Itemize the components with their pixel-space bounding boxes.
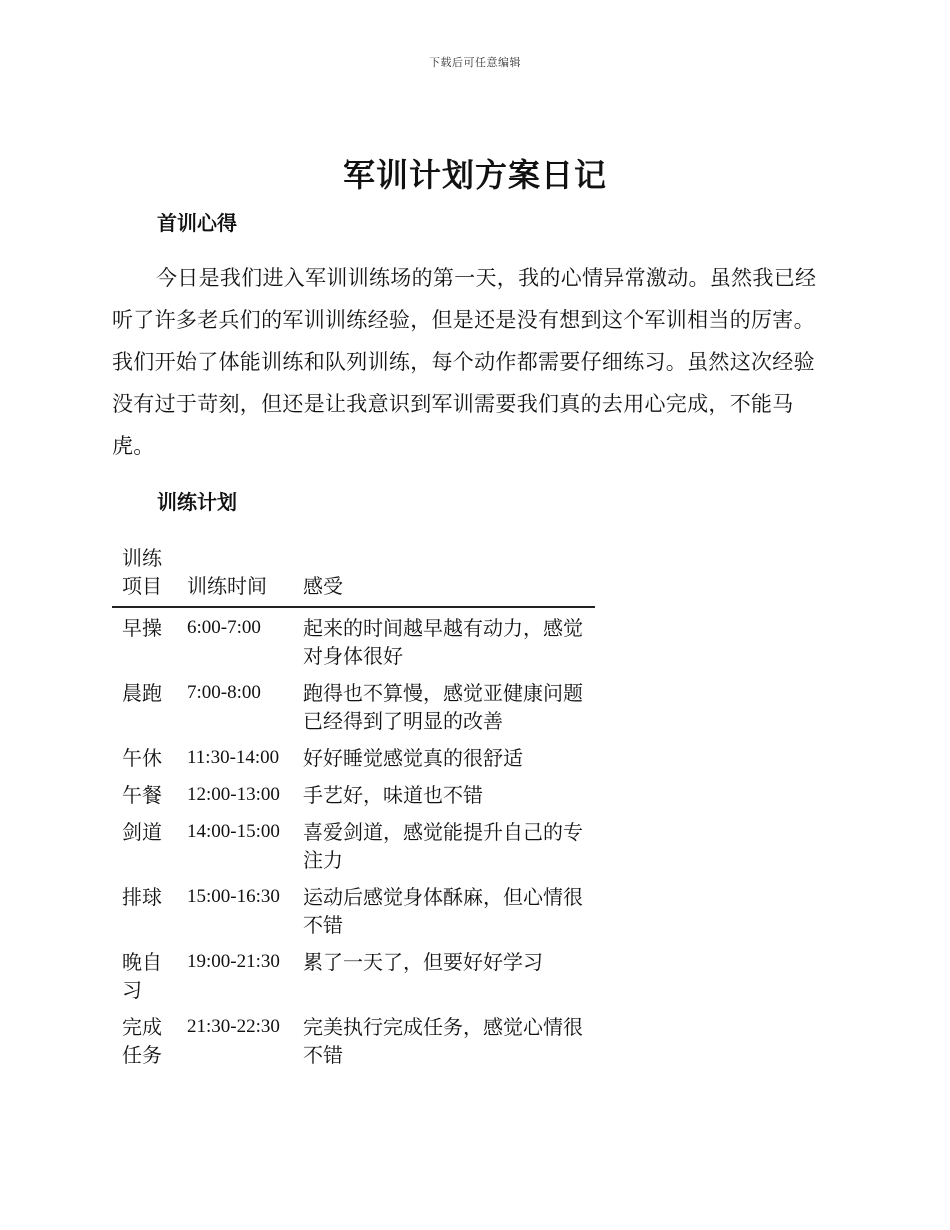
cell-item: 剑道 bbox=[122, 820, 162, 844]
section-heading-training-plan: 训练计划 bbox=[157, 490, 237, 514]
table-row bbox=[112, 607, 595, 673]
table-row bbox=[112, 812, 595, 877]
cell-item: 午休 bbox=[122, 746, 162, 770]
cell-time: 14:00-15:00 bbox=[187, 821, 280, 842]
column-header-feeling: 感受 bbox=[293, 540, 595, 607]
cell-time: 6:00-7:00 bbox=[187, 617, 261, 638]
cell-feeling: 好好睡觉感觉真的很舒适 bbox=[303, 746, 523, 770]
cell-time: 15:00-16:30 bbox=[187, 886, 280, 907]
document-title: 军训计划方案日记 bbox=[342, 156, 607, 194]
table-row bbox=[112, 1007, 595, 1072]
cell-item: 晚自习 bbox=[122, 950, 162, 1002]
cell-item: 排球 bbox=[122, 885, 162, 909]
cell-item: 完成任务 bbox=[122, 1015, 162, 1067]
section-heading-first-training: 首训心得 bbox=[157, 211, 237, 235]
cell-time: 19:00-21:30 bbox=[187, 951, 280, 972]
cell-time: 7:00-8:00 bbox=[187, 682, 261, 703]
header-note: 下载后可任意编辑 bbox=[429, 56, 521, 69]
cell-feeling: 跑得也不算慢，感觉亚健康问题已经得到了明显的改善 bbox=[303, 681, 583, 733]
cell-feeling: 完美执行完成任务，感觉心情很不错 bbox=[303, 1015, 583, 1067]
cell-time: 21:30-22:30 bbox=[187, 1016, 280, 1037]
cell-feeling: 喜爱剑道，感觉能提升自己的专注力 bbox=[303, 820, 583, 872]
table-row bbox=[112, 673, 595, 738]
first-training-paragraph: 今日是我们进入军训训练场的第一天，我的心情异常激动。虽然我已经听了许多老兵们的军训训练经验，但是还是没有想到这个军训相当的厉害。我们开始了体能训练和队列训练，每个动作都需要仔细练习。虽然这次经验没有过于苛刻，但还是让我意识到军训需要我们真的去用心完成，不能马虎。 bbox=[112, 266, 817, 458]
cell-time: 11:30-14:00 bbox=[187, 747, 280, 768]
table-header-row bbox=[112, 540, 595, 607]
cell-time: 12:00-13:00 bbox=[187, 784, 280, 805]
training-plan-table bbox=[112, 540, 595, 1072]
table-row bbox=[112, 775, 595, 812]
cell-item: 午餐 bbox=[122, 783, 162, 807]
table-row bbox=[112, 877, 595, 942]
table-row bbox=[112, 942, 595, 1007]
cell-feeling: 运动后感觉身体酥麻，但心情很不错 bbox=[303, 885, 583, 937]
cell-item: 晨跑 bbox=[122, 681, 162, 705]
table-row bbox=[112, 738, 595, 775]
cell-feeling: 手艺好，味道也不错 bbox=[303, 783, 483, 807]
cell-feeling: 累了一天了，但要好好学习 bbox=[303, 950, 543, 974]
cell-item: 早操 bbox=[122, 616, 162, 640]
column-header-time: 训练时间 bbox=[177, 540, 293, 607]
column-header-item: 训练项目 bbox=[112, 540, 177, 607]
cell-feeling: 起来的时间越早越有动力，感觉对身体很好 bbox=[303, 616, 583, 668]
